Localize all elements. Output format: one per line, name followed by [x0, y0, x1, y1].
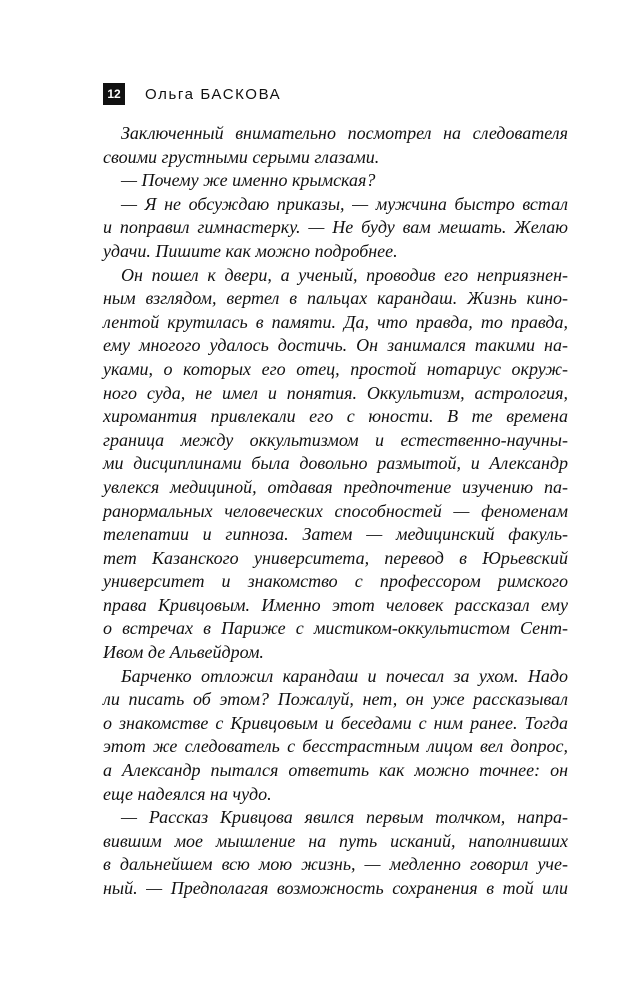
text-line: ного суда, не имел и понятия. Оккультизм, астрология, [103, 382, 568, 403]
text-line: Ивом де Альвейдром. [103, 642, 264, 663]
body-text [103, 122, 568, 901]
text-line: телепатии и гипноза. Затем — медицинский факуль- [103, 524, 568, 545]
text-line: Он пошел к двери, а ученый, проводив его неприязнен- [121, 264, 568, 285]
text-line: права Кривцовым. Именно этот человек рассказал ему [103, 594, 568, 615]
text-line: а Александр пытался ответить как можно точнее: он [103, 760, 568, 781]
text-line: о знакомстве с Кривцовым и беседами с ним ранее. Тогда [103, 712, 568, 733]
text-line: хиромантия привлекали его с юности. В те времена [103, 406, 568, 427]
text-line: ему многого удалось достичь. Он занимался такими на- [103, 335, 568, 356]
text-line: уками, о которых его отец, простой нотариус окруж- [103, 358, 568, 379]
text-line: увлекся медициной, отдавая предпочтение изучению па- [103, 476, 568, 497]
text-line: — Почему же именно крымская? [121, 170, 376, 191]
text-line: ранормальных человеческих способностей — феноменам [103, 500, 568, 521]
text-line: вившим мое мышление на путь исканий, наполнивших [103, 830, 568, 851]
page-header [103, 82, 281, 106]
text-line: университет и знакомство с профессором римского [103, 571, 568, 592]
text-line: ми дисциплинами была довольно размытой, и Александр [103, 453, 568, 474]
page-number: 12 [103, 83, 125, 105]
running-head: Ольга БАСКОВА [145, 85, 282, 103]
text-line: ный. — Предполагая возможность сохранения в той или [103, 878, 568, 898]
text-line: Барченко отложил карандаш и почесал за ухом. Надо [121, 665, 568, 686]
text-line: граница между оккультизмом и естественно-научны- [103, 429, 568, 450]
text-line: — Рассказ Кривцова явился первым толчком, напра- [121, 807, 568, 828]
text-line: Заключенный внимательно посмотрел на следователя [121, 123, 568, 143]
text-line: — Я не обсуждаю приказы, — мужчина быстро встал [121, 193, 568, 214]
text-line: удачи. Пишите как можно подробнее. [103, 240, 398, 261]
text-line: своими грустными серыми глазами. [103, 146, 380, 167]
text-line: в дальнейшем всю мою жизнь, — медленно говорил уче- [103, 854, 568, 875]
text-line: еще надеялся на чудо. [103, 783, 272, 804]
text-line: лентой крутилась в памяти. Да, что правда, то правда, [103, 311, 568, 332]
text-line: этот же следователь с бесстрастным лицом вел допрос, [103, 736, 568, 757]
text-line: ным взглядом, вертел в пальцах карандаш. Жизнь кино- [103, 288, 568, 309]
text-line: о встречах в Париже с мистиком-оккультистом Сент- [103, 618, 568, 639]
text-line: ли писать об этом? Пожалуй, нет, он уже рассказывал [103, 689, 568, 710]
text-line: тет Казанского университета, перевод в Юрьевский [103, 547, 568, 568]
text-line: и поправил гимнастерку. — Не буду вам мешать. Желаю [103, 217, 568, 238]
